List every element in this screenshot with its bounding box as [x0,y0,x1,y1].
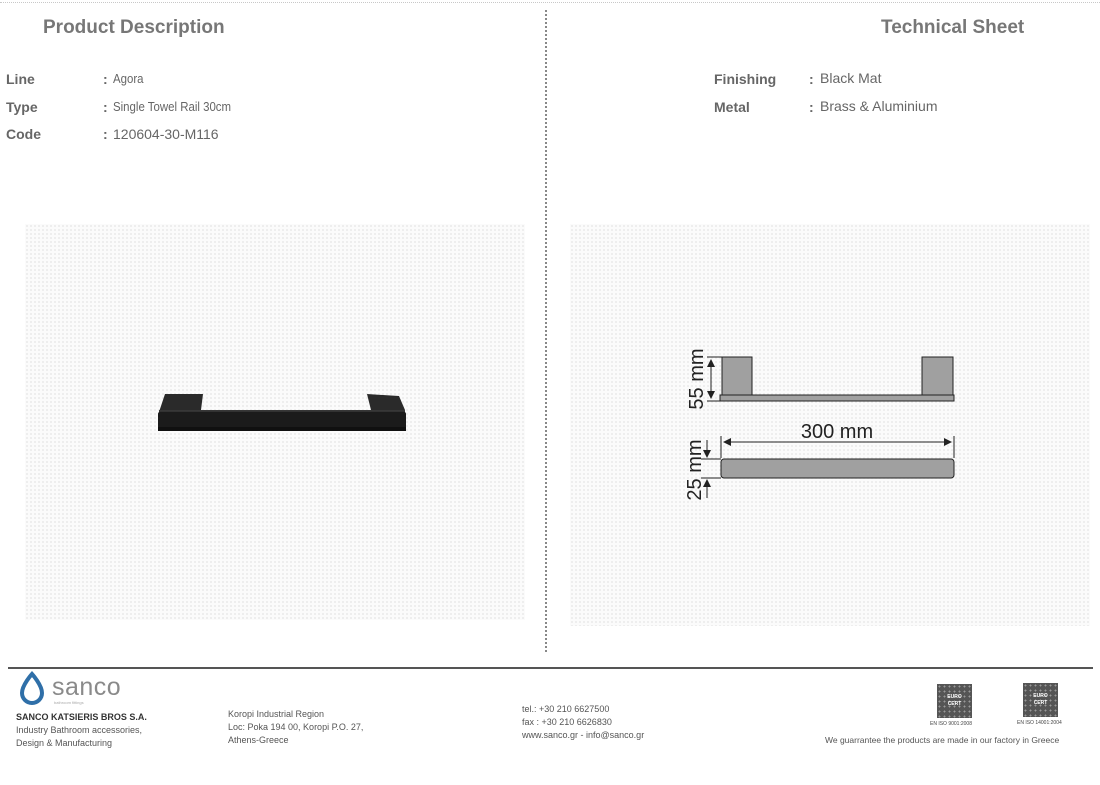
technical-drawing-panel [570,224,1090,626]
contact-fax: fax : +30 210 6626830 [522,717,612,727]
product-photo-panel [25,224,525,620]
depth-dimension-label: 25 mm [684,439,706,501]
spec-label-type: Type [6,99,38,115]
length-dimension-label: 300 mm [800,421,874,443]
address-line-3: Athens-Greece [228,735,289,745]
company-block [16,711,147,750]
spec-separator: : [103,71,108,87]
spec-separator: : [809,71,814,87]
spec-separator: : [809,99,814,115]
water-drop-logo-icon [16,671,48,705]
spec-value-type: Single Towel Rail 30cm [113,99,232,114]
address-block [228,708,363,747]
spec-label-metal: Metal [714,99,750,115]
address-line-1: Koropi Industrial Region [228,709,325,719]
top-view [721,459,954,478]
address-line-2: Loc: Poka 194 00, Koropi P.O. 27, [228,722,364,732]
logo-tagline: bathroom fittings [54,700,84,705]
contact-web[interactable]: www.sanco.gr - info@sanco.gr [522,730,645,740]
contact-block [522,703,644,742]
footer-rule [8,667,1093,669]
cert-caption-iso9001: EN ISO 9001:2008 [930,721,972,727]
spec-value-line: Agora [113,71,144,86]
side-view [720,357,954,401]
top-border [0,2,1100,3]
contact-tel: tel.: +30 210 6627500 [522,704,610,714]
cert-caption-iso14001: EN ISO 14001:2004 [1017,720,1062,726]
technical-drawing [570,224,1090,626]
product-description-heading: Product Description [43,17,225,38]
spec-value-metal: Brass & Aluminium [820,98,938,114]
spec-label-finishing: Finishing [714,71,777,87]
company-line-2: Design & Manufacturing [16,738,113,748]
company-line-1: Industry Bathroom accessories, [16,725,143,735]
logo-wordmark: sanco [52,673,122,701]
spec-label-line: Line [6,71,35,87]
column-divider [545,10,547,652]
company-name: SANCO KATSIERIS BROS S.A. [16,712,147,722]
eurocert-iso9001-badge-icon: EURO CERT [937,684,972,718]
sanco-logo [16,671,136,707]
spec-value-code: 120604-30-M116 [113,126,219,142]
guarantee-text: We guarrantee the products are made in our factory in Greece [825,735,1060,745]
eurocert-iso14001-badge-icon: EURO CERT [1023,683,1058,717]
technical-sheet-heading: Technical Sheet [881,17,1025,38]
spec-label-code: Code [6,126,41,142]
spec-separator: : [103,99,108,115]
spec-value-finishing: Black Mat [820,70,882,86]
height-dimension-label: 55 mm [686,348,708,410]
towel-rail-photo [25,224,525,620]
spec-separator: : [103,126,108,142]
